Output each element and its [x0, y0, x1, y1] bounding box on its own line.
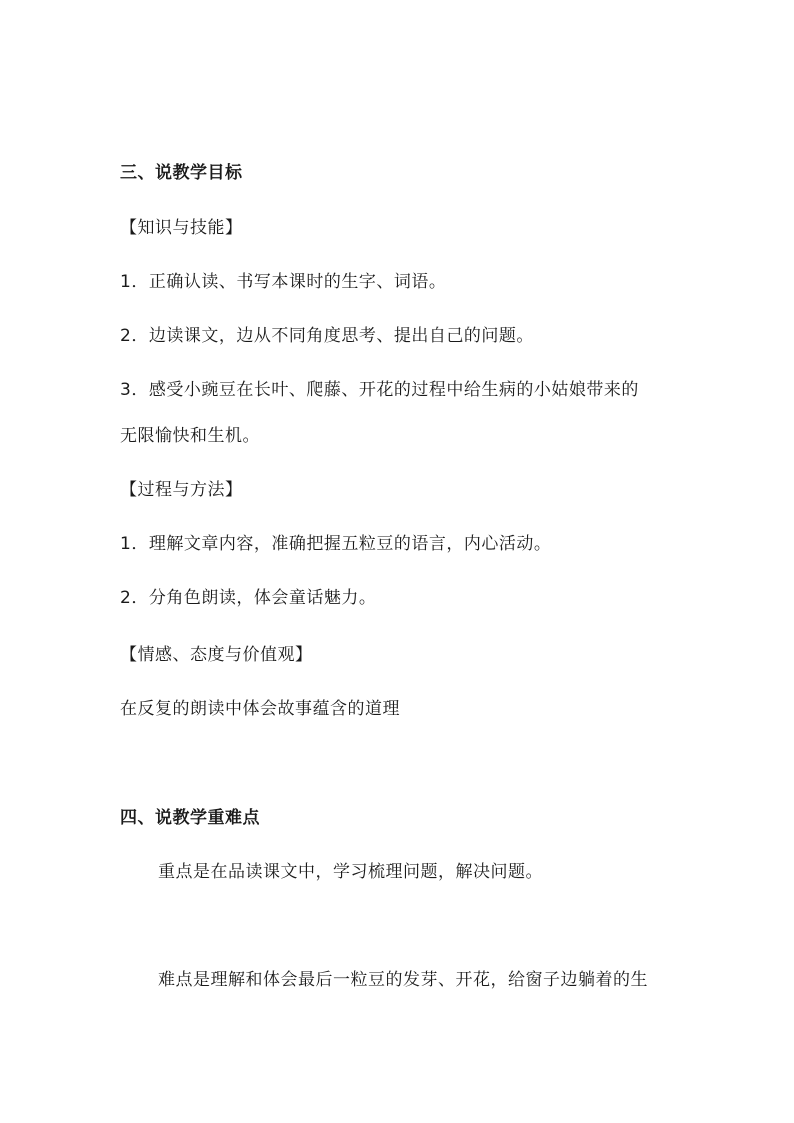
difficult-point-text: 难点是理解和体会最后一粒豆的发芽、开花，给窗子边躺着的生 — [158, 970, 648, 990]
section3-heading: 三、说教学目标 — [120, 163, 243, 183]
emotion-values-text: 在反复的朗读中体会故事蕴含的道理 — [120, 699, 400, 719]
process-item-1: 1．理解文章内容，准确把握五粒豆的语言，内心活动。 — [120, 534, 552, 554]
knowledge-item-2: 2．边读课文，边从不同角度思考、提出自己的问题。 — [120, 326, 534, 346]
process-item-2: 2．分角色朗读，体会童话魅力。 — [120, 588, 377, 608]
knowledge-item-3: 3．感受小豌豆在长叶、爬藤、开花的过程中给生病的小姑娘带来的 — [120, 380, 639, 400]
knowledge-skills-heading: 【知识与技能】 — [120, 218, 243, 238]
knowledge-item-1: 1．正确认读、书写本课时的生字、词语。 — [120, 272, 447, 292]
emotion-values-heading: 【情感、态度与价值观】 — [120, 645, 313, 665]
knowledge-item-3-continued: 无限愉快和生机。 — [120, 426, 260, 446]
section4-heading: 四、说教学重难点 — [120, 808, 260, 828]
process-method-heading: 【过程与方法】 — [120, 480, 243, 500]
key-point-text: 重点是在品读课文中，学习梳理问题，解决问题。 — [158, 862, 543, 882]
